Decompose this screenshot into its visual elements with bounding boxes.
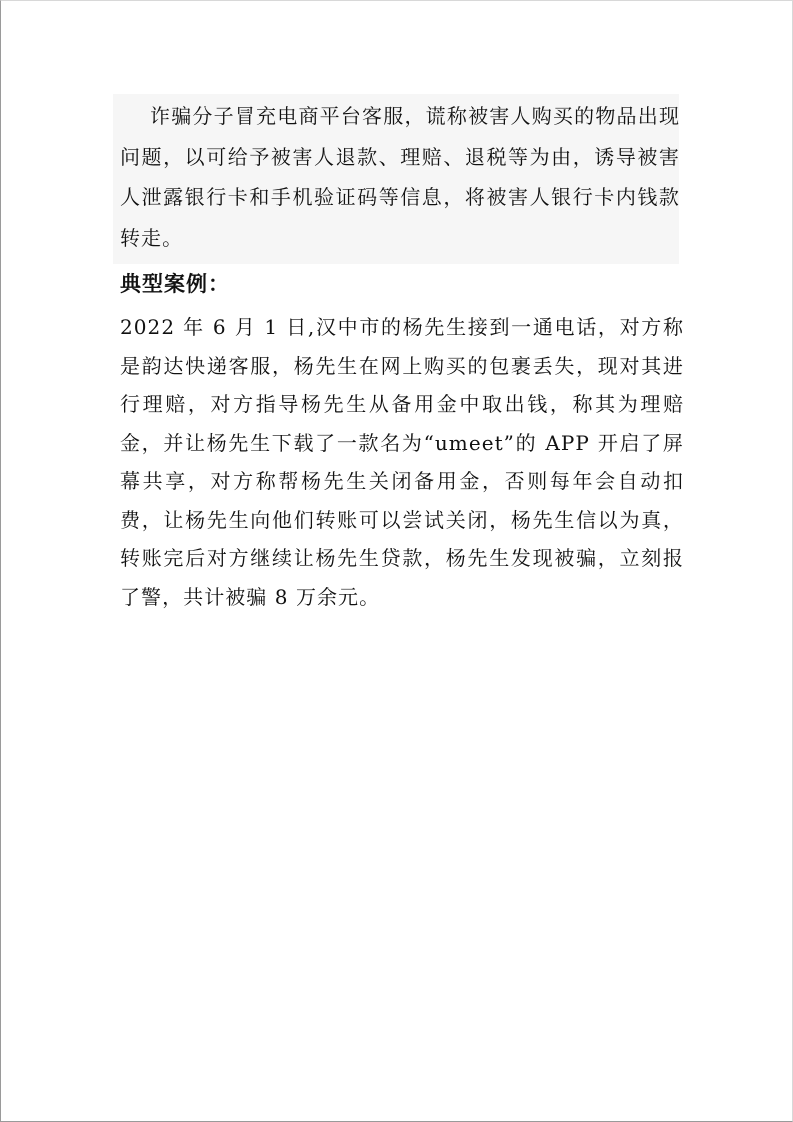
case-section-heading: 典型案例： xyxy=(120,272,230,296)
intro-paragraph: 诈骗分子冒充电商平台客服，谎称被害人购买的物品出现问题，以可给予被害人退款、理赔、退税等为由，诱导被害人泄露银行卡和手机验证码等信息，将被害人银行卡内钱款转走。 xyxy=(120,104,680,250)
case-paragraph: 2022 年 6 月 1 日,汉中市的杨先生接到一通电话，对方称是韵达快递客服，杨先生在网上购买的包裹丢失，现对其进行理赔，对方指导杨先生从备用金中取出钱，称其为理赔金，并让杨先生下载了一款名为“umeet”的 APP 开启了屏幕共享，对方称帮杨先生关闭备用金，否则每年会自动扣费，让杨先生向他们转账可以尝试关闭，杨先生信以为真，转账完后对方继续让杨先生贷款，杨先生发现被骗，立刻报了警，共计被骗 8 万余元。 xyxy=(120,315,684,609)
